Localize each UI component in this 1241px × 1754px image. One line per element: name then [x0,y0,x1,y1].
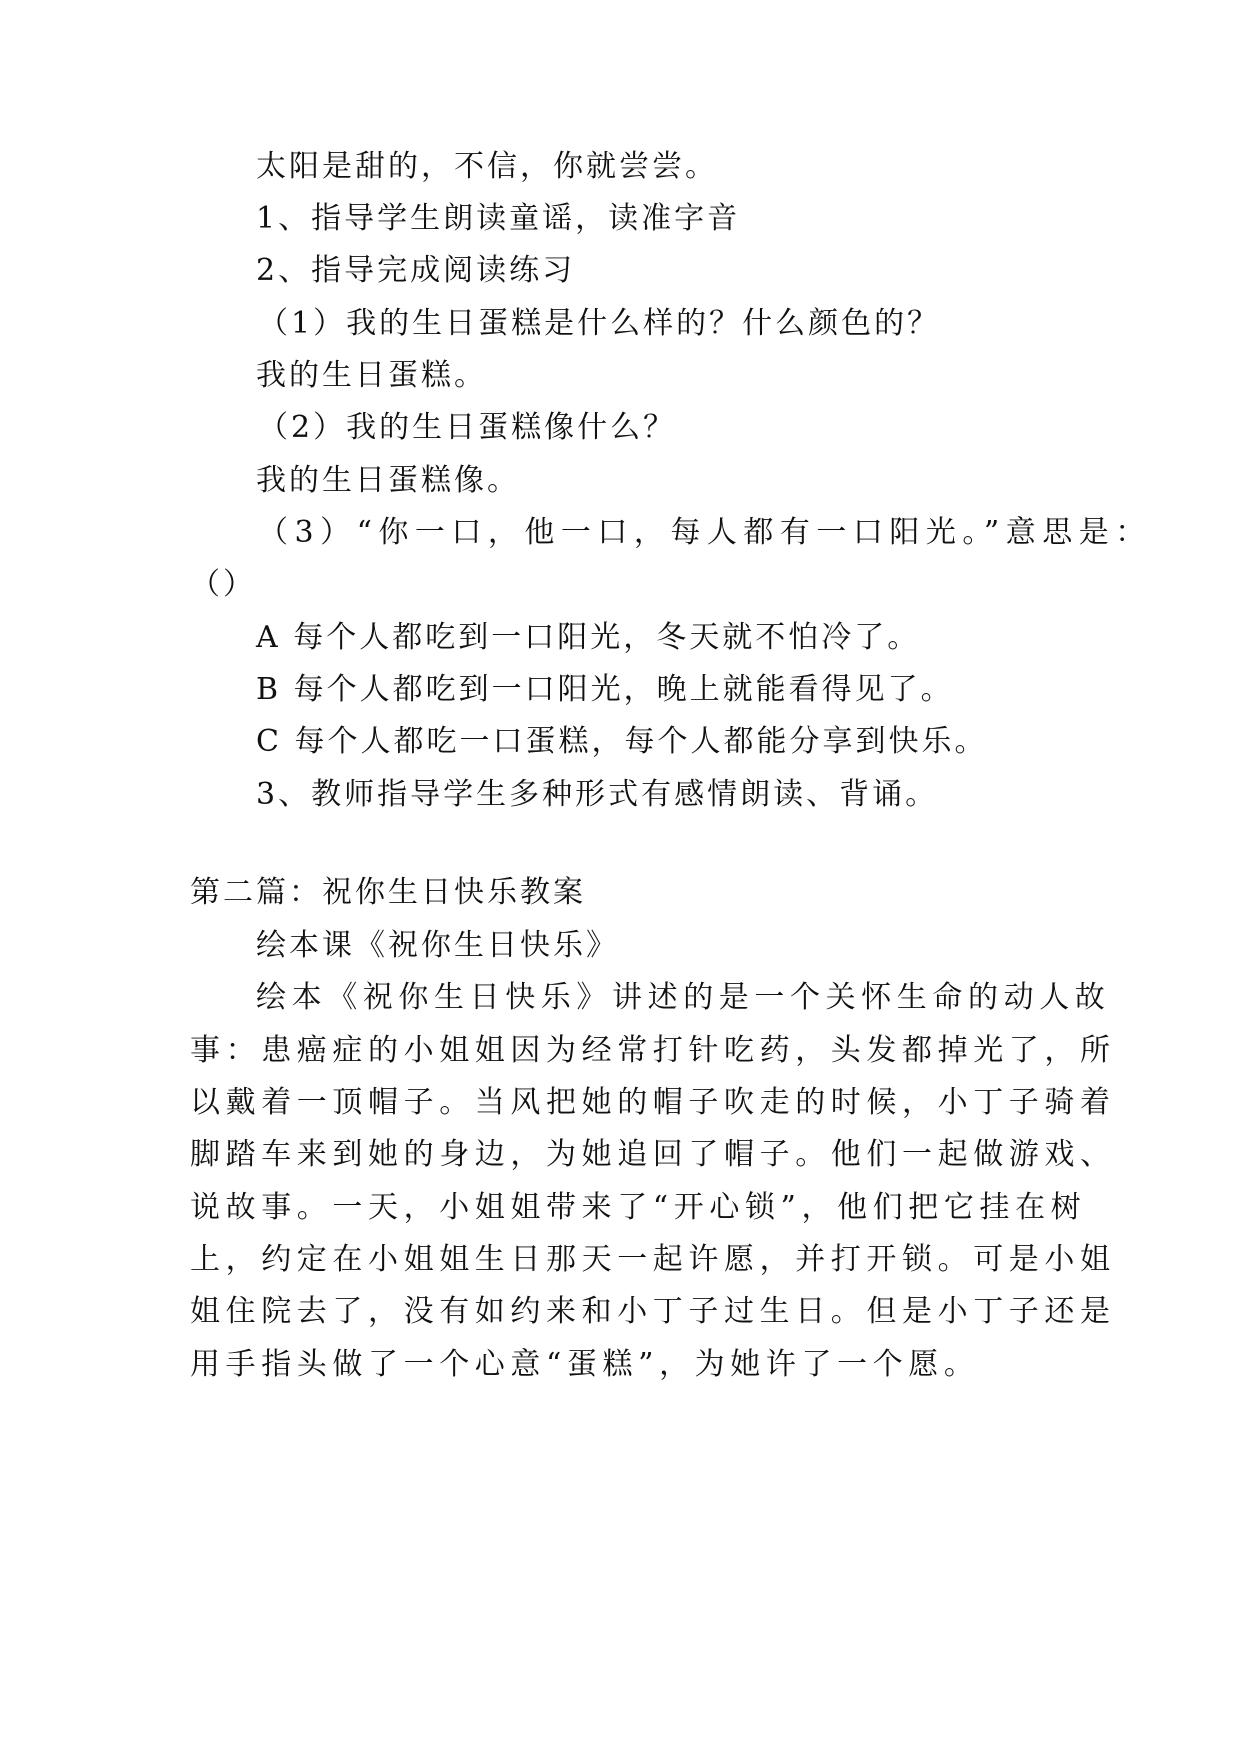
paragraph-line: 绘本《祝你生日快乐》讲述的是一个关怀生命的动人故 [256,980,1111,1015]
question-line: （3）“你一口，他一口，每人都有一口阳光。”意思是： [258,515,1152,550]
option-a: A 每个人都吃到一口阳光，冬天就不怕冷了。 [256,620,921,655]
option-b: B 每个人都吃到一口阳光，晚上就能看得见了。 [256,672,954,707]
paragraph-line: 事：患癌症的小姐姐因为经常打针吃药，头发都掉光了，所 [190,1033,1116,1068]
text-line: 太阳是甜的，不信，你就尝尝。 [256,149,718,184]
section-heading: 第二篇：祝你生日快乐教案 [190,875,586,910]
text-line: 2、指导完成阅读练习 [256,253,576,288]
section-subtitle: 绘本课《祝你生日快乐》 [256,928,619,963]
question-line: （2）我的生日蛋糕像什么？ [258,410,677,445]
option-c: C 每个人都吃一口蛋糕，每个人都能分享到快乐。 [256,724,988,759]
paragraph-line: 以戴着一顶帽子。当风把她的帽子吹走的时候，小丁子骑着 [190,1085,1116,1120]
text-line: 3、教师指导学生多种形式有感情朗读、背诵。 [256,777,939,812]
text-line: 我的生日蛋糕。 [256,358,487,393]
paragraph-line: 上，约定在小姐姐生日那天一起许愿，并打开锁。可是小姐 [190,1242,1116,1277]
text-line: 我的生日蛋糕像。 [256,463,520,498]
paragraph-line: 姐住院去了，没有如约来和小丁子过生日。但是小丁子还是 [190,1294,1116,1329]
text-line: 1、指导学生朗读童谣，读准字音 [256,201,741,236]
answer-parentheses: （） [190,567,256,602]
paragraph-line: 脚踏车来到她的身边，为她追回了帽子。他们一起做游戏、 [190,1137,1116,1172]
paragraph-line: 用手指头做了一个心意“蛋糕”，为她许了一个愿。 [190,1347,980,1382]
question-line: （1）我的生日蛋糕是什么样的？什么颜色的？ [258,306,941,341]
paragraph-line: 说故事。一天，小姐姐带来了“开心锁”，他们把它挂在树 [190,1190,1087,1225]
